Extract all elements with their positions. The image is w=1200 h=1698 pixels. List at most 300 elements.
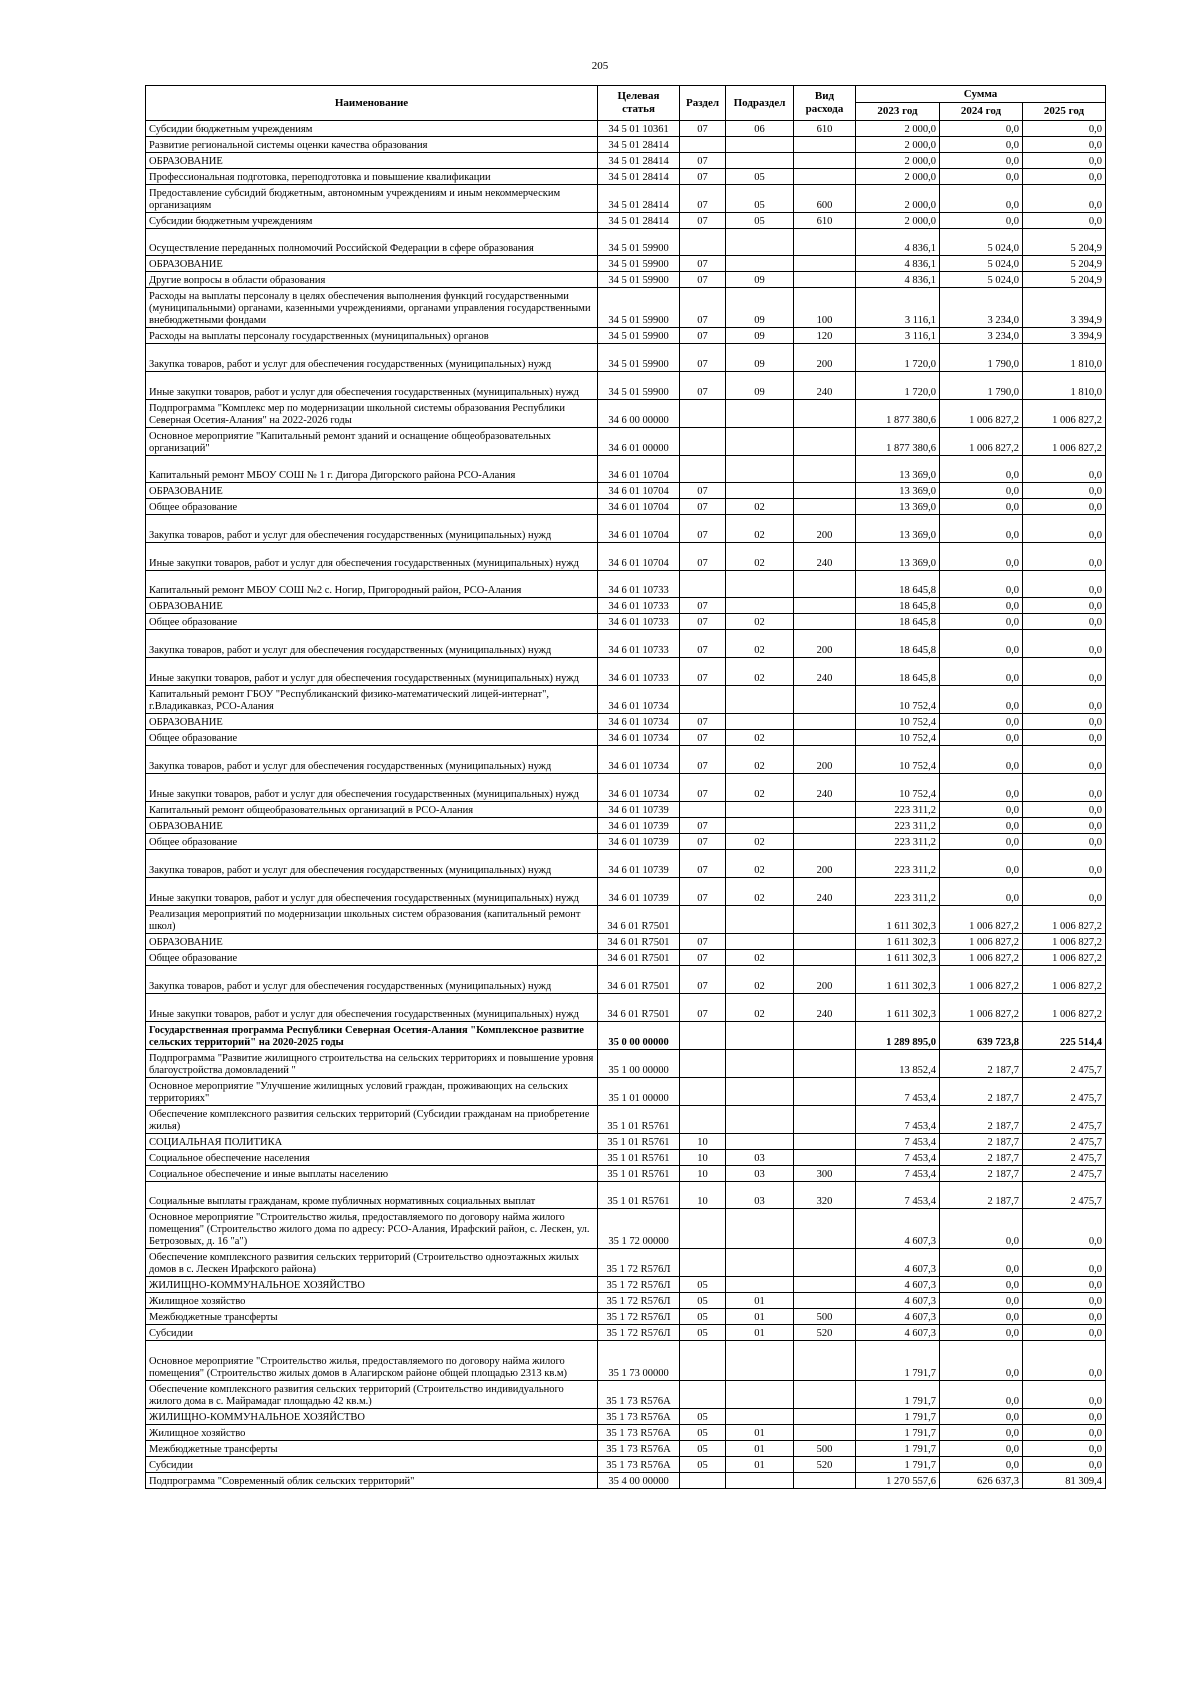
cell-2023: 1 720,0 — [856, 372, 940, 400]
cell-target: 35 1 72 R576Л — [598, 1309, 680, 1325]
cell-2025: 225 514,4 — [1023, 1022, 1106, 1050]
cell-section: 07 — [680, 288, 726, 328]
cell-target: 34 6 01 10739 — [598, 802, 680, 818]
cell-name: Закупка товаров, работ и услуг для обеспечения государственных (муниципальных) нужд — [146, 630, 598, 658]
cell-section — [680, 1249, 726, 1277]
table-row — [146, 658, 1106, 686]
cell-subsection: 02 — [726, 950, 794, 966]
cell-target: 35 1 73 R576А — [598, 1425, 680, 1441]
cell-subsection — [726, 1341, 794, 1381]
cell-2023: 1 791,7 — [856, 1441, 940, 1457]
table-row — [146, 1106, 1106, 1134]
cell-target: 34 6 01 10733 — [598, 598, 680, 614]
cell-expense-type — [794, 456, 856, 483]
cell-2024: 0,0 — [940, 456, 1023, 483]
cell-section: 07 — [680, 153, 726, 169]
cell-2024: 0,0 — [940, 1325, 1023, 1341]
cell-expense-type: 200 — [794, 746, 856, 774]
cell-2025: 2 475,7 — [1023, 1078, 1106, 1106]
table-row — [146, 153, 1106, 169]
cell-subsection: 09 — [726, 328, 794, 344]
cell-subsection: 02 — [726, 543, 794, 571]
cell-subsection — [726, 153, 794, 169]
cell-expense-type: 300 — [794, 1166, 856, 1182]
cell-2023: 2 000,0 — [856, 137, 940, 153]
cell-2024: 0,0 — [940, 686, 1023, 714]
cell-2025: 5 204,9 — [1023, 256, 1106, 272]
cell-2023: 7 453,4 — [856, 1106, 940, 1134]
cell-name: Предоставление субсидий бюджетным, автономным учреждениям и иным некоммерческим организациям — [146, 185, 598, 213]
cell-expense-type — [794, 1050, 856, 1078]
cell-target: 35 1 73 R576А — [598, 1441, 680, 1457]
cell-2025: 0,0 — [1023, 598, 1106, 614]
cell-name: Иные закупки товаров, работ и услуг для обеспечения государственных (муниципальных) нужд — [146, 372, 598, 400]
cell-section — [680, 1022, 726, 1050]
cell-name: ОБРАЗОВАНИЕ — [146, 598, 598, 614]
cell-target: 34 5 01 59900 — [598, 272, 680, 288]
cell-2025: 2 475,7 — [1023, 1050, 1106, 1078]
cell-expense-type: 200 — [794, 630, 856, 658]
cell-2025: 0,0 — [1023, 185, 1106, 213]
cell-subsection: 01 — [726, 1425, 794, 1441]
cell-section: 10 — [680, 1182, 726, 1209]
header-section: Раздел — [680, 86, 726, 121]
cell-name: Субсидии бюджетным учреждениям — [146, 213, 598, 229]
cell-2024: 0,0 — [940, 153, 1023, 169]
cell-2025: 0,0 — [1023, 1341, 1106, 1381]
cell-subsection: 05 — [726, 185, 794, 213]
cell-2024: 0,0 — [940, 137, 1023, 153]
cell-section: 05 — [680, 1293, 726, 1309]
cell-expense-type: 320 — [794, 1182, 856, 1209]
cell-2025: 5 204,9 — [1023, 229, 1106, 256]
cell-target: 35 1 01 R5761 — [598, 1150, 680, 1166]
cell-2025: 2 475,7 — [1023, 1134, 1106, 1150]
cell-2023: 13 369,0 — [856, 456, 940, 483]
cell-section: 07 — [680, 121, 726, 137]
cell-subsection — [726, 1050, 794, 1078]
cell-section: 07 — [680, 878, 726, 906]
cell-section: 07 — [680, 614, 726, 630]
cell-2023: 10 752,4 — [856, 714, 940, 730]
cell-2023: 4 836,1 — [856, 229, 940, 256]
cell-2024: 0,0 — [940, 1441, 1023, 1457]
cell-2023: 7 453,4 — [856, 1078, 940, 1106]
cell-name: ОБРАЗОВАНИЕ — [146, 483, 598, 499]
cell-2025: 0,0 — [1023, 137, 1106, 153]
cell-section: 07 — [680, 543, 726, 571]
cell-2024: 5 024,0 — [940, 229, 1023, 256]
cell-2023: 1 877 380,6 — [856, 428, 940, 456]
cell-name: Капитальный ремонт ГБОУ "Республиканский физико-математический лицей-интернат", г.Владикавказ, РСО-Алания — [146, 686, 598, 714]
cell-target: 34 6 01 10734 — [598, 714, 680, 730]
cell-subsection — [726, 571, 794, 598]
cell-2023: 18 645,8 — [856, 614, 940, 630]
cell-2025: 1 006 827,2 — [1023, 994, 1106, 1022]
cell-2024: 3 234,0 — [940, 288, 1023, 328]
cell-2024: 639 723,8 — [940, 1022, 1023, 1050]
cell-target: 34 6 01 R7501 — [598, 966, 680, 994]
cell-subsection: 02 — [726, 614, 794, 630]
cell-name: Иные закупки товаров, работ и услуг для обеспечения государственных (муниципальных) нужд — [146, 543, 598, 571]
cell-section — [680, 1381, 726, 1409]
table-row — [146, 543, 1106, 571]
cell-target: 35 1 73 00000 — [598, 1341, 680, 1381]
table-header — [146, 86, 1106, 121]
cell-subsection: 01 — [726, 1457, 794, 1473]
table-row — [146, 213, 1106, 229]
cell-2023: 13 852,4 — [856, 1050, 940, 1078]
table-row — [146, 428, 1106, 456]
cell-expense-type — [794, 428, 856, 456]
cell-2023: 1 289 895,0 — [856, 1022, 940, 1050]
cell-expense-type: 200 — [794, 515, 856, 543]
cell-target: 35 4 00 00000 — [598, 1473, 680, 1489]
cell-name: ЖИЛИЩНО-КОММУНАЛЬНОЕ ХОЗЯЙСТВО — [146, 1409, 598, 1425]
cell-name: Межбюджетные трансферты — [146, 1309, 598, 1325]
cell-2023: 10 752,4 — [856, 774, 940, 802]
cell-2025: 0,0 — [1023, 153, 1106, 169]
cell-target: 34 5 01 59900 — [598, 328, 680, 344]
cell-name: Основное мероприятие "Капитальный ремонт зданий и оснащение общеобразовательных организаций" — [146, 428, 598, 456]
cell-subsection: 02 — [726, 994, 794, 1022]
cell-target: 35 1 01 00000 — [598, 1078, 680, 1106]
cell-2024: 0,0 — [940, 1209, 1023, 1249]
table-row — [146, 1425, 1106, 1441]
cell-expense-type: 610 — [794, 121, 856, 137]
cell-subsection: 02 — [726, 850, 794, 878]
header-2023: 2023 год — [856, 103, 940, 121]
table-row — [146, 272, 1106, 288]
cell-section: 07 — [680, 950, 726, 966]
cell-2024: 1 790,0 — [940, 372, 1023, 400]
cell-2024: 1 006 827,2 — [940, 906, 1023, 934]
cell-subsection — [726, 1473, 794, 1489]
cell-2024: 0,0 — [940, 213, 1023, 229]
cell-2024: 0,0 — [940, 714, 1023, 730]
cell-subsection: 09 — [726, 288, 794, 328]
cell-subsection — [726, 1106, 794, 1134]
cell-section: 07 — [680, 774, 726, 802]
cell-2023: 2 000,0 — [856, 169, 940, 185]
cell-name: ОБРАЗОВАНИЕ — [146, 934, 598, 950]
cell-section: 05 — [680, 1325, 726, 1341]
cell-2025: 0,0 — [1023, 121, 1106, 137]
cell-section: 07 — [680, 746, 726, 774]
table-row — [146, 1134, 1106, 1150]
cell-section: 07 — [680, 850, 726, 878]
table-row — [146, 1277, 1106, 1293]
cell-2025: 1 006 827,2 — [1023, 934, 1106, 950]
cell-target: 35 1 73 R576А — [598, 1381, 680, 1409]
cell-subsection: 02 — [726, 746, 794, 774]
cell-expense-type — [794, 153, 856, 169]
cell-expense-type: 240 — [794, 372, 856, 400]
cell-2024: 2 187,7 — [940, 1182, 1023, 1209]
cell-2023: 223 311,2 — [856, 802, 940, 818]
cell-name: Подпрограмма "Современный облик сельских территорий" — [146, 1473, 598, 1489]
cell-subsection — [726, 1381, 794, 1409]
cell-target: 34 5 01 59900 — [598, 288, 680, 328]
cell-2025: 0,0 — [1023, 774, 1106, 802]
cell-target: 35 1 00 00000 — [598, 1050, 680, 1078]
cell-2023: 1 791,7 — [856, 1381, 940, 1409]
cell-2024: 3 234,0 — [940, 328, 1023, 344]
cell-section — [680, 1050, 726, 1078]
cell-expense-type: 100 — [794, 288, 856, 328]
cell-expense-type — [794, 483, 856, 499]
cell-expense-type — [794, 1341, 856, 1381]
table-row — [146, 774, 1106, 802]
cell-2024: 0,0 — [940, 169, 1023, 185]
table-row — [146, 598, 1106, 614]
cell-2025: 0,0 — [1023, 456, 1106, 483]
cell-subsection: 03 — [726, 1182, 794, 1209]
cell-expense-type — [794, 137, 856, 153]
cell-expense-type — [794, 229, 856, 256]
cell-2024: 0,0 — [940, 730, 1023, 746]
cell-2024: 0,0 — [940, 630, 1023, 658]
cell-expense-type: 240 — [794, 774, 856, 802]
cell-2023: 1 611 302,3 — [856, 934, 940, 950]
cell-subsection — [726, 934, 794, 950]
cell-2023: 18 645,8 — [856, 571, 940, 598]
cell-2024: 0,0 — [940, 598, 1023, 614]
cell-subsection: 03 — [726, 1166, 794, 1182]
cell-2025: 0,0 — [1023, 686, 1106, 714]
cell-2024: 1 006 827,2 — [940, 950, 1023, 966]
table-row — [146, 571, 1106, 598]
cell-2024: 0,0 — [940, 1293, 1023, 1309]
table-row — [146, 850, 1106, 878]
cell-name: Капитальный ремонт МБОУ СОШ №2 с. Ногир, Пригородный район, РСО-Алания — [146, 571, 598, 598]
table-row — [146, 1150, 1106, 1166]
table-row — [146, 1441, 1106, 1457]
table-row — [146, 1293, 1106, 1309]
cell-2023: 1 611 302,3 — [856, 994, 940, 1022]
cell-subsection: 09 — [726, 372, 794, 400]
cell-name: ОБРАЗОВАНИЕ — [146, 256, 598, 272]
cell-expense-type — [794, 272, 856, 288]
cell-name: Субсидии — [146, 1325, 598, 1341]
cell-expense-type — [794, 614, 856, 630]
cell-target: 35 1 72 R576Л — [598, 1277, 680, 1293]
cell-target: 34 5 01 59900 — [598, 256, 680, 272]
cell-name: Межбюджетные трансферты — [146, 1441, 598, 1457]
cell-2025: 81 309,4 — [1023, 1473, 1106, 1489]
cell-2024: 626 637,3 — [940, 1473, 1023, 1489]
cell-2025: 0,0 — [1023, 834, 1106, 850]
cell-2023: 223 311,2 — [856, 834, 940, 850]
cell-expense-type — [794, 1293, 856, 1309]
cell-expense-type: 500 — [794, 1309, 856, 1325]
cell-section — [680, 571, 726, 598]
cell-target: 34 5 01 28414 — [598, 153, 680, 169]
cell-2023: 7 453,4 — [856, 1166, 940, 1182]
cell-section: 05 — [680, 1457, 726, 1473]
cell-subsection — [726, 802, 794, 818]
cell-target: 34 6 01 10734 — [598, 746, 680, 774]
cell-subsection: 03 — [726, 1150, 794, 1166]
cell-2023: 10 752,4 — [856, 686, 940, 714]
cell-2025: 1 006 827,2 — [1023, 428, 1106, 456]
cell-name: Развитие региональной системы оценки качества образования — [146, 137, 598, 153]
table-row — [146, 1409, 1106, 1425]
cell-target: 34 6 01 10739 — [598, 834, 680, 850]
cell-section: 05 — [680, 1277, 726, 1293]
cell-subsection: 02 — [726, 966, 794, 994]
table-row — [146, 746, 1106, 774]
cell-name: Субсидии — [146, 1457, 598, 1473]
cell-2024: 0,0 — [940, 1381, 1023, 1409]
cell-expense-type — [794, 1150, 856, 1166]
cell-name: Обеспечение комплексного развития сельских территорий (Строительство индивидуального жилого дома в с. Майрамадаг площадью 42 кв.м.) — [146, 1381, 598, 1409]
cell-expense-type — [794, 1078, 856, 1106]
table-row — [146, 483, 1106, 499]
cell-2024: 5 024,0 — [940, 272, 1023, 288]
cell-name: Закупка товаров, работ и услуг для обеспечения государственных (муниципальных) нужд — [146, 344, 598, 372]
cell-subsection: 02 — [726, 658, 794, 686]
cell-target: 34 6 01 10704 — [598, 499, 680, 515]
cell-target: 34 6 00 00000 — [598, 400, 680, 428]
cell-section: 05 — [680, 1309, 726, 1325]
cell-section: 07 — [680, 515, 726, 543]
cell-expense-type — [794, 256, 856, 272]
cell-expense-type — [794, 1473, 856, 1489]
cell-target: 34 5 01 28414 — [598, 169, 680, 185]
table-row — [146, 1050, 1106, 1078]
cell-2025: 0,0 — [1023, 850, 1106, 878]
cell-subsection: 09 — [726, 344, 794, 372]
cell-2023: 7 453,4 — [856, 1134, 940, 1150]
cell-subsection — [726, 1078, 794, 1106]
cell-2023: 13 369,0 — [856, 543, 940, 571]
cell-name: ОБРАЗОВАНИЕ — [146, 818, 598, 834]
cell-2023: 1 270 557,6 — [856, 1473, 940, 1489]
cell-expense-type: 600 — [794, 185, 856, 213]
cell-section: 10 — [680, 1150, 726, 1166]
cell-subsection — [726, 1409, 794, 1425]
cell-2024: 0,0 — [940, 515, 1023, 543]
cell-2025: 0,0 — [1023, 818, 1106, 834]
cell-name: Иные закупки товаров, работ и услуг для обеспечения государственных (муниципальных) нужд — [146, 658, 598, 686]
cell-2025: 2 475,7 — [1023, 1166, 1106, 1182]
cell-name: Основное мероприятие "Улучшение жилищных условий граждан, проживающих на сельских территориях" — [146, 1078, 598, 1106]
cell-section: 05 — [680, 1441, 726, 1457]
cell-2023: 1 791,7 — [856, 1409, 940, 1425]
cell-target: 35 1 72 R576Л — [598, 1249, 680, 1277]
cell-target: 35 1 01 R5761 — [598, 1106, 680, 1134]
cell-section: 07 — [680, 272, 726, 288]
cell-2023: 2 000,0 — [856, 213, 940, 229]
cell-name: Подпрограмма "Развитие жилищного строительства на сельских территориях и повышение уровня благоустройства домовладений " — [146, 1050, 598, 1078]
cell-subsection: 02 — [726, 730, 794, 746]
cell-2024: 0,0 — [940, 1341, 1023, 1381]
cell-target: 34 5 01 59900 — [598, 229, 680, 256]
cell-name: Обеспечение комплексного развития сельских территорий (Строительство одноэтажных жилых домов в с. Лескен Ирафского района) — [146, 1249, 598, 1277]
cell-expense-type: 610 — [794, 213, 856, 229]
cell-section: 05 — [680, 1425, 726, 1441]
cell-name: Социальные выплаты гражданам, кроме публичных нормативных социальных выплат — [146, 1182, 598, 1209]
cell-2023: 1 791,7 — [856, 1425, 940, 1441]
cell-expense-type — [794, 169, 856, 185]
cell-2025: 0,0 — [1023, 1457, 1106, 1473]
cell-section — [680, 456, 726, 483]
cell-2023: 223 311,2 — [856, 850, 940, 878]
cell-target: 34 5 01 28414 — [598, 185, 680, 213]
cell-2025: 0,0 — [1023, 746, 1106, 774]
cell-name: Расходы на выплаты персоналу в целях обеспечения выполнения функций государственными (муниципальными) органами, казенными учреждениями, органами управления государственными внебюджетными фондами — [146, 288, 598, 328]
cell-section: 07 — [680, 598, 726, 614]
cell-2023: 3 116,1 — [856, 288, 940, 328]
cell-2023: 2 000,0 — [856, 153, 940, 169]
cell-subsection — [726, 400, 794, 428]
cell-2025: 0,0 — [1023, 802, 1106, 818]
cell-target: 34 6 01 10739 — [598, 878, 680, 906]
table-row — [146, 802, 1106, 818]
cell-2025: 0,0 — [1023, 543, 1106, 571]
cell-name: ЖИЛИЩНО-КОММУНАЛЬНОЕ ХОЗЯЙСТВО — [146, 1277, 598, 1293]
header-target: Целевая статья — [598, 86, 680, 121]
cell-2023: 1 877 380,6 — [856, 400, 940, 428]
cell-2023: 3 116,1 — [856, 328, 940, 344]
cell-section: 07 — [680, 499, 726, 515]
cell-name: Расходы на выплаты персоналу государственных (муниципальных) органов — [146, 328, 598, 344]
cell-subsection: 09 — [726, 272, 794, 288]
cell-target: 34 6 01 10734 — [598, 774, 680, 802]
cell-2023: 18 645,8 — [856, 658, 940, 686]
cell-subsection — [726, 483, 794, 499]
cell-2025: 0,0 — [1023, 1409, 1106, 1425]
cell-2025: 0,0 — [1023, 878, 1106, 906]
cell-name: Субсидии бюджетным учреждениям — [146, 121, 598, 137]
table-row — [146, 1457, 1106, 1473]
cell-target: 35 1 72 R576Л — [598, 1325, 680, 1341]
cell-target: 34 6 01 10704 — [598, 543, 680, 571]
cell-2023: 4 607,3 — [856, 1293, 940, 1309]
cell-2025: 1 810,0 — [1023, 372, 1106, 400]
table-row — [146, 966, 1106, 994]
cell-2025: 0,0 — [1023, 571, 1106, 598]
cell-2024: 0,0 — [940, 1457, 1023, 1473]
table-row — [146, 614, 1106, 630]
cell-2024: 0,0 — [940, 185, 1023, 213]
cell-2025: 0,0 — [1023, 213, 1106, 229]
cell-2023: 4 607,3 — [856, 1249, 940, 1277]
cell-target: 34 6 01 10704 — [598, 456, 680, 483]
cell-2024: 1 006 827,2 — [940, 934, 1023, 950]
cell-name: Общее образование — [146, 950, 598, 966]
cell-subsection — [726, 906, 794, 934]
table-row — [146, 372, 1106, 400]
cell-expense-type — [794, 598, 856, 614]
cell-2025: 0,0 — [1023, 1293, 1106, 1309]
cell-target: 35 1 73 R576А — [598, 1457, 680, 1473]
page-number: 205 — [591, 60, 609, 72]
cell-name: Капитальный ремонт МБОУ СОШ № 1 г. Дигора Дигорского района РСО-Алания — [146, 456, 598, 483]
cell-2024: 0,0 — [940, 121, 1023, 137]
cell-expense-type — [794, 1249, 856, 1277]
cell-name: Социальное обеспечение и иные выплаты населению — [146, 1166, 598, 1182]
cell-subsection — [726, 256, 794, 272]
cell-expense-type — [794, 950, 856, 966]
cell-2024: 0,0 — [940, 1277, 1023, 1293]
table-row — [146, 878, 1106, 906]
cell-2024: 0,0 — [940, 1309, 1023, 1325]
header-2025: 2025 год — [1023, 103, 1106, 121]
cell-2023: 223 311,2 — [856, 878, 940, 906]
cell-section — [680, 137, 726, 153]
